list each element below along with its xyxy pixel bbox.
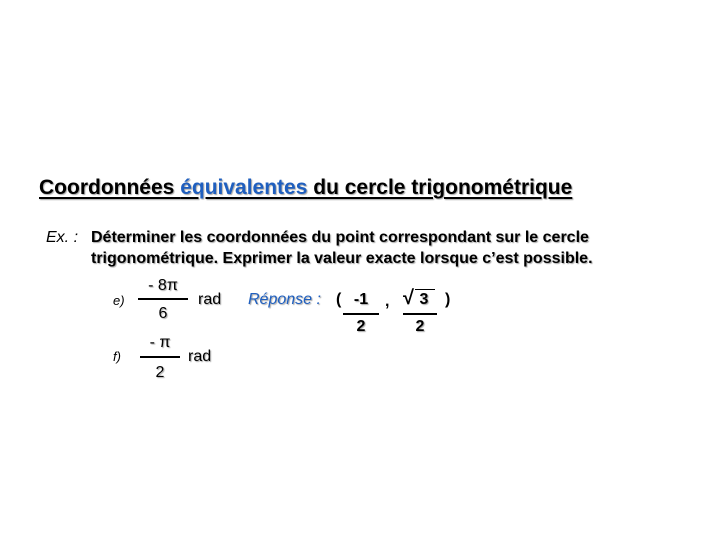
answer-open-paren: (: [336, 291, 342, 308]
page-title: [39, 176, 572, 200]
instruction-line-1: Déterminer les coordonnées du point correspondant sur le cercle: [91, 229, 589, 246]
item-e-numerator: - 8π: [148, 277, 178, 294]
answer-y-fraction-bar: [403, 313, 437, 315]
title-accent: équivalentes: [180, 176, 308, 199]
answer-close-paren: ): [445, 291, 451, 308]
answer-y-numerator: 3: [419, 291, 429, 308]
answer-x-fraction-bar: [343, 313, 379, 315]
item-f-denominator: 2: [155, 364, 165, 381]
answer-x-denominator: 2: [356, 318, 366, 335]
item-f-fraction-bar: [140, 356, 180, 358]
item-e-label: e): [113, 293, 125, 308]
answer-label: Réponse :: [248, 291, 321, 308]
instruction-line-2: trigonométrique. Exprimer la valeur exacte lorsque c’est possible.: [91, 250, 593, 267]
answer-x-numerator: -1: [353, 291, 369, 308]
title-part1: Coordonnées: [39, 176, 181, 199]
title-part2: du cercle trigonométrique: [307, 176, 573, 199]
item-e-fraction-bar: [138, 298, 188, 300]
answer-y-denominator: 2: [415, 318, 425, 335]
item-e-denominator: 6: [158, 305, 168, 322]
item-f-label: f): [113, 349, 121, 364]
exercise-label: Ex. :: [46, 229, 79, 246]
answer-comma: ,: [385, 293, 390, 310]
radical-overline: [415, 289, 435, 290]
radical-sign: √: [403, 287, 414, 309]
item-f-unit: rad: [188, 348, 212, 365]
item-e-unit: rad: [198, 291, 222, 308]
item-f-numerator: - π: [149, 334, 171, 351]
